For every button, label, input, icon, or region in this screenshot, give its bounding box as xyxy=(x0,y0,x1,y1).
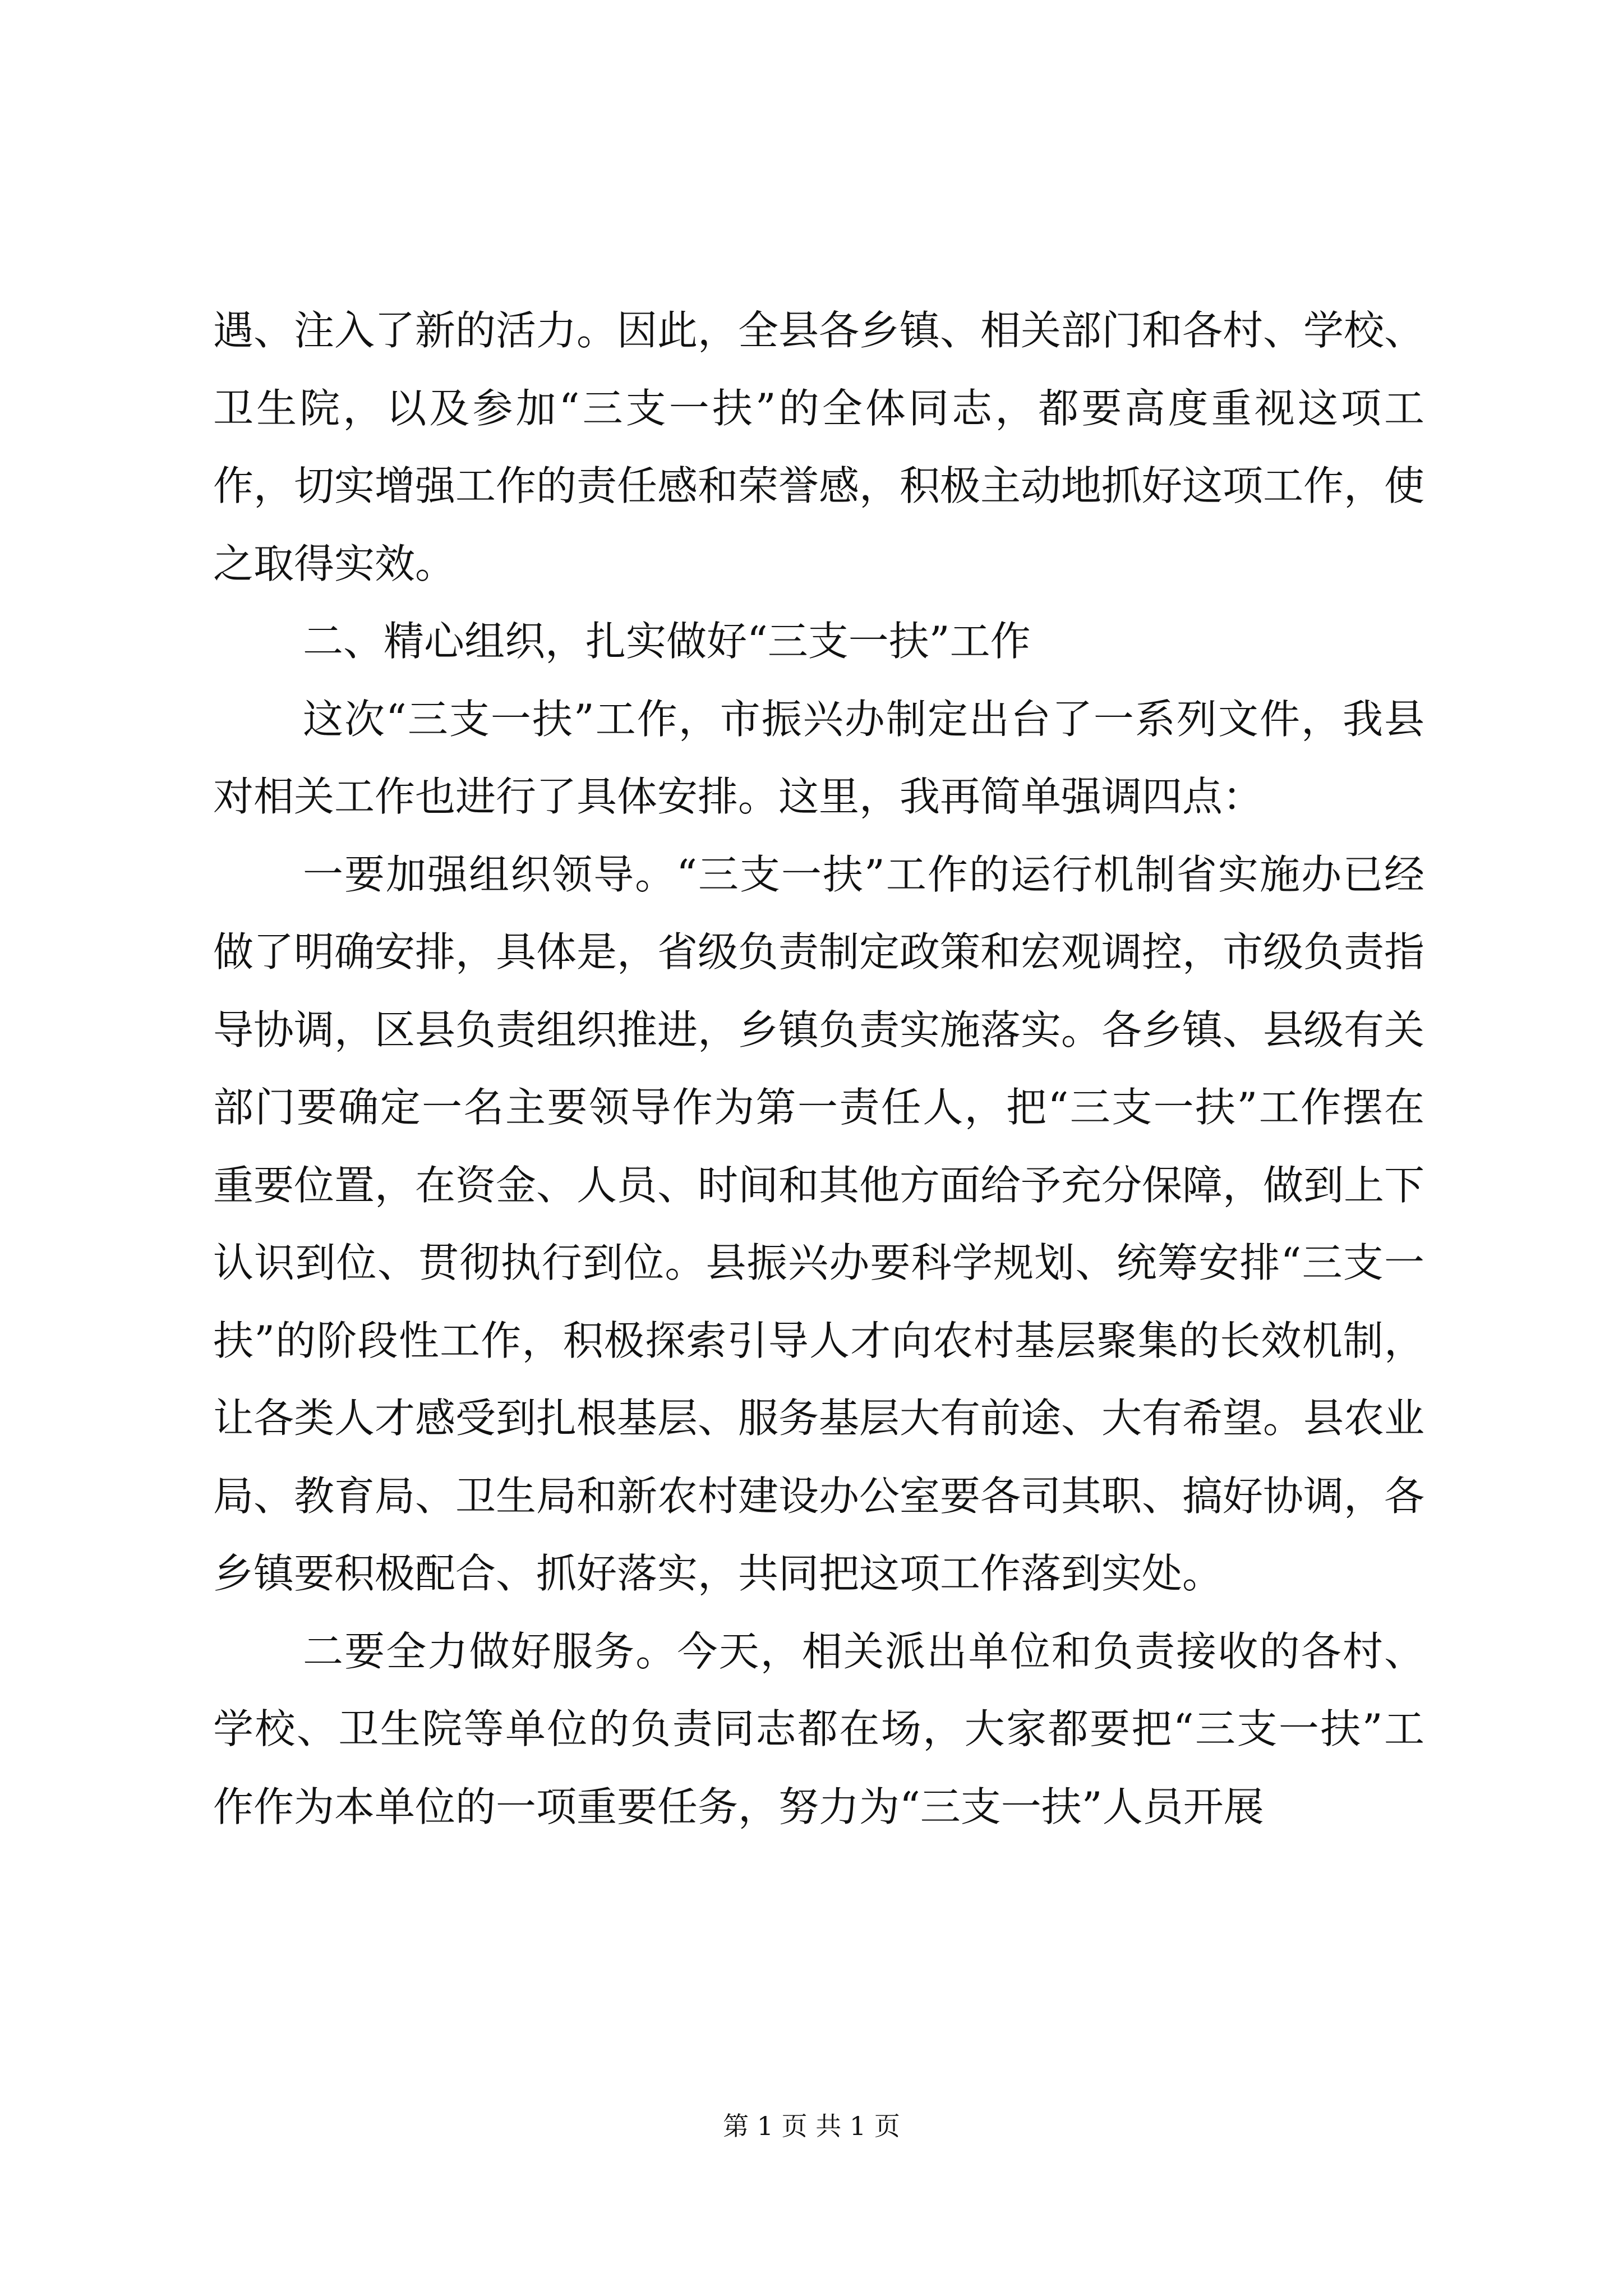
document-body xyxy=(213,292,1424,1846)
paragraph-5: 二要全力做好服务。今天，相关派出单位和负责接收的各村、学校、卫生院等单位的负责同志都在场，大家都要把“三支一扶”工作作为本单位的一项重要任务，努力为“三支一扶”人员开展 xyxy=(213,1627,1424,1830)
paragraph-3: 这次“三支一扶”工作，市振兴办制定出台了一系列文件，我县对相关工作也进行了具体安排。这里，我再简单强调四点： xyxy=(213,695,1424,820)
page-footer xyxy=(0,2109,1623,2143)
page-number-label: 第 1 页 共 1 页 xyxy=(723,2111,900,2141)
paragraph-1: 遇、注入了新的活力。因此，全县各乡镇、相关部门和各村、学校、卫生院，以及参加“三支一扶”的全体同志，都要高度重视这项工作，切实增强工作的责任感和荣誉感，积极主动地抓好这项工作，使之取得实效。 xyxy=(213,307,1425,587)
section-heading-2: 二、精心组织，扎实做好“三支一扶”工作 xyxy=(303,618,1031,665)
paragraph-4: 一要加强组织领导。“三支一扶”工作的运行机制省实施办已经做了明确安排，具体是，省级负责制定政策和宏观调控，市级负责指导协调，区县负责组织推进，乡镇负责实施落实。各乡镇、县级有关部门要确定一名主要领导作为第一责任人，把“三支一扶”工作摆在重要位置，在资金、人员、时间和其他方面给予充分保障，做到上下认识到位、贯彻执行到位。县振兴办要科学规划、统筹安排“三支一扶”的阶段性工作，积极探索引导人才向农村基层聚集的长效机制，让各类人才感受到扎根基层、服务基层大有前途、大有希望。县农业局、教育局、卫生局和新农村建设办公室要各司其职、搞好协调，各乡镇要积极配合、抓好落实，共同把这项工作落到实处。 xyxy=(213,850,1425,1597)
